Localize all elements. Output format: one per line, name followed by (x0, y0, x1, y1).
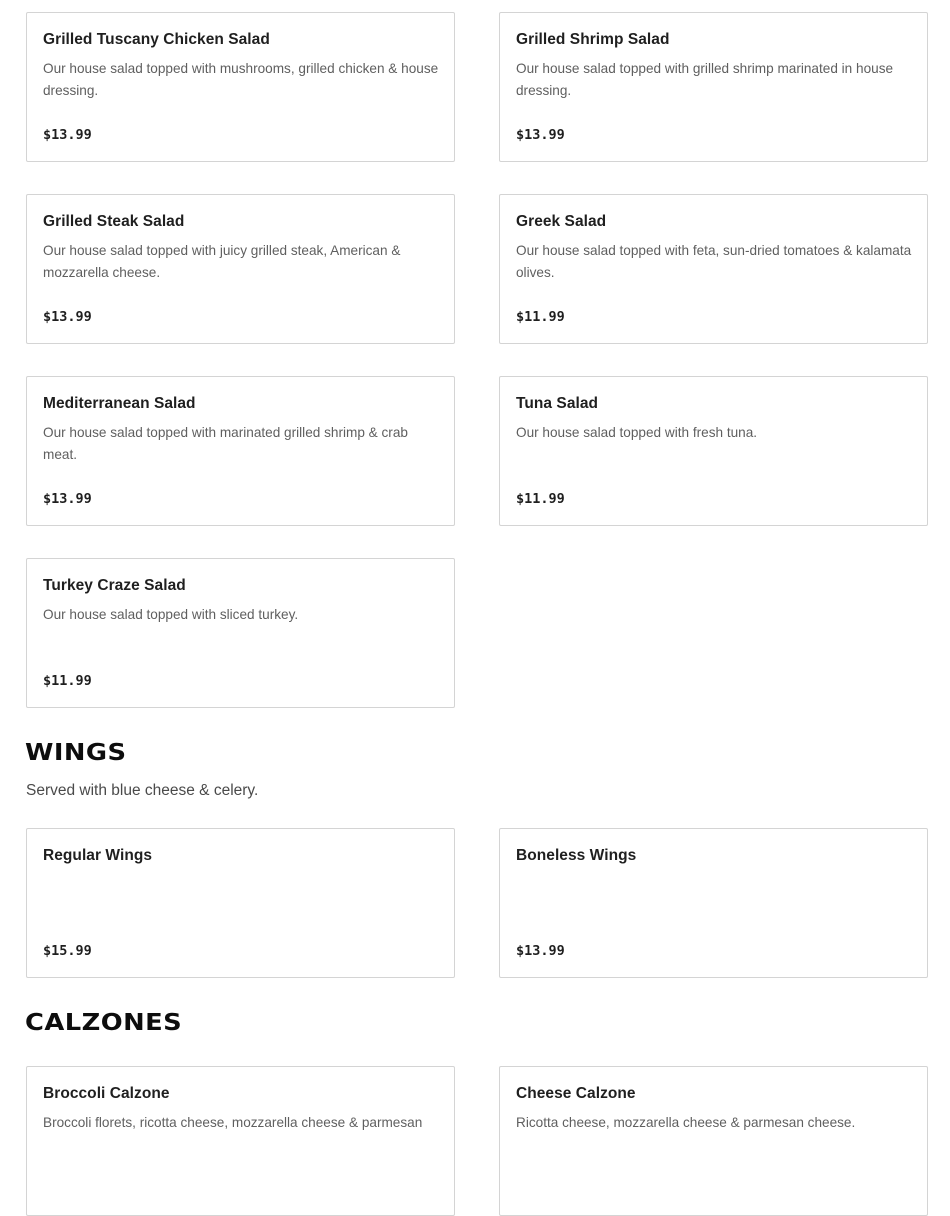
item-name: Grilled Shrimp Salad (516, 31, 670, 48)
item-name: Greek Salad (516, 213, 607, 230)
item-description: Broccoli florets, ricotta cheese, mozzarella cheese & parmesan (43, 1115, 423, 1130)
item-description: Ricotta cheese, mozzarella cheese & parmesan cheese. (516, 1115, 856, 1130)
item-description: Our house salad topped with grilled shrimp marinated in house dressing. (516, 61, 894, 98)
menu-item-card[interactable] (26, 558, 455, 708)
item-description: Our house salad topped with marinated grilled shrimp & crab meat. (43, 425, 408, 462)
item-description: Our house salad topped with fresh tuna. (516, 425, 758, 440)
menu-item-card[interactable] (499, 194, 928, 344)
item-price: $15.99 (43, 943, 92, 959)
item-description: Our house salad topped with mushrooms, grilled chicken & house dressing. (43, 61, 439, 98)
item-price: $13.99 (43, 309, 92, 325)
item-price: $13.99 (516, 127, 565, 143)
item-price: $13.99 (43, 491, 92, 507)
item-name: Mediterranean Salad (43, 395, 196, 412)
wings-item-grid (26, 828, 928, 978)
item-name: Broccoli Calzone (43, 1085, 170, 1102)
item-price: $11.99 (516, 491, 565, 507)
item-description: Our house salad topped with sliced turkey. (43, 607, 299, 622)
calzones-item-grid (26, 1066, 928, 1216)
menu-item-card[interactable] (26, 376, 455, 526)
item-name: Tuna Salad (516, 395, 599, 412)
section-heading-wings: WINGS (25, 740, 127, 766)
item-description: Our house salad topped with juicy grilled steak, American & mozzarella cheese. (43, 243, 401, 280)
menu-item-card[interactable] (499, 12, 928, 162)
menu-item-card[interactable] (499, 1066, 928, 1216)
menu-item-card[interactable] (499, 376, 928, 526)
item-price: $11.99 (43, 673, 92, 689)
item-name: Boneless Wings (516, 847, 637, 864)
menu-item-card[interactable] (26, 1066, 455, 1216)
item-name: Cheese Calzone (516, 1085, 636, 1102)
menu-item-card[interactable] (26, 12, 455, 162)
salads-item-grid (26, 12, 928, 708)
item-price: $11.99 (516, 309, 565, 325)
item-name: Regular Wings (43, 847, 153, 864)
menu-item-card[interactable] (26, 828, 455, 978)
item-price: $13.99 (516, 943, 565, 959)
section-note-wings: Served with blue cheese & celery. (26, 782, 259, 799)
item-name: Grilled Tuscany Chicken Salad (43, 31, 270, 48)
menu-item-card[interactable] (499, 828, 928, 978)
item-name: Turkey Craze Salad (43, 577, 186, 594)
item-description: Our house salad topped with feta, sun-dried tomatoes & kalamata olives. (516, 243, 912, 280)
section-heading-calzones: CALZONES (25, 1010, 183, 1036)
item-name: Grilled Steak Salad (43, 213, 185, 230)
item-price: $13.99 (43, 127, 92, 143)
menu-item-card[interactable] (26, 194, 455, 344)
